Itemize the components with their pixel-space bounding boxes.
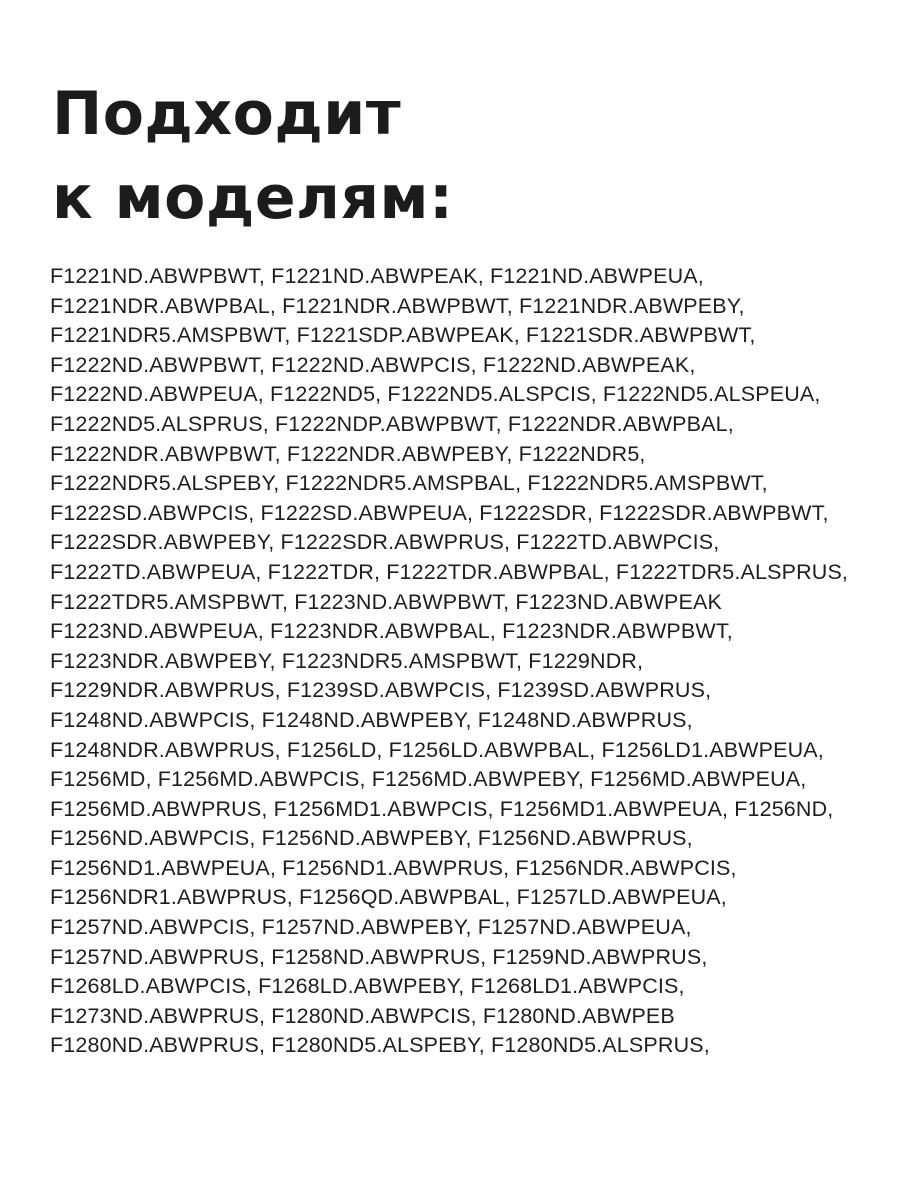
title-line-1: Подходит: [52, 79, 402, 149]
compatible-models-list: [50, 262, 890, 1061]
model-line: F1229NDR.ABWPRUS, F1239SD.ABWPCIS, F1239SD.ABWPRUS,: [50, 678, 712, 703]
model-line: F1256MD, F1256MD.ABWPCIS, F1256MD.ABWPEBY, F1256MD.ABWPEUA,: [50, 767, 807, 792]
model-line: F1256ND.ABWPCIS, F1256ND.ABWPEBY, F1256ND.ABWPRUS,: [50, 826, 693, 851]
model-line: F1222NDR.ABWPBWT, F1222NDR.ABWPEBY, F1222NDR5,: [50, 441, 646, 466]
model-line: F1222TD.ABWPEUA, F1222TDR, F1222TDR.ABWPBAL, F1222TDR5.ALSPRUS,: [50, 559, 849, 584]
model-line: F1223NDR.ABWPEBY, F1223NDR5.AMSPBWT, F1229NDR,: [50, 648, 644, 673]
model-line: F1273ND.ABWPRUS, F1280ND.ABWPCIS, F1280ND.ABWPEB: [50, 1003, 675, 1028]
model-line: F1256ND1.ABWPEUA, F1256ND1.ABWPRUS, F1256NDR.ABWPCIS,: [50, 855, 737, 880]
model-line: F1222ND5.ALSPRUS, F1222NDP.ABWPBWT, F1222NDR.ABWPBAL,: [50, 411, 734, 436]
page-title: [52, 72, 454, 240]
model-line: F1268LD.ABWPCIS, F1268LD.ABWPEBY, F1268LD1.ABWPCIS,: [50, 974, 685, 999]
model-line: F1256NDR1.ABWPRUS, F1256QD.ABWPBAL, F1257LD.ABWPEUA,: [50, 885, 727, 910]
model-line: F1280ND.ABWPRUS, F1280ND5.ALSPEBY, F1280ND5.ALSPRUS,: [50, 1033, 710, 1058]
model-line: F1222ND.ABWPBWT, F1222ND.ABWPCIS, F1222ND.ABWPEAK,: [50, 352, 696, 377]
model-line: F1223ND.ABWPEUA, F1223NDR.ABWPBAL, F1223NDR.ABWPBWT,: [50, 619, 733, 644]
model-line: F1221NDR5.AMSPBWT, F1221SDP.ABWPEAK, F1221SDR.ABWPBWT,: [50, 323, 756, 348]
model-line: F1256MD.ABWPRUS, F1256MD1.ABWPCIS, F1256MD1.ABWPEUA, F1256ND,: [50, 796, 834, 821]
title-line-2: к моделям:: [52, 163, 454, 233]
model-line: F1221NDR.ABWPBAL, F1221NDR.ABWPBWT, F1221NDR.ABWPEBY,: [50, 293, 745, 318]
model-line: F1221ND.ABWPBWT, F1221ND.ABWPEAK, F1221ND.ABWPEUA,: [50, 264, 704, 288]
model-line: F1248NDR.ABWPRUS, F1256LD, F1256LD.ABWPBAL, F1256LD1.ABWPEUA,: [50, 737, 824, 762]
model-line: F1222TDR5.AMSPBWT, F1223ND.ABWPBWT, F1223ND.ABWPEAK: [50, 589, 722, 614]
model-line: F1222SDR.ABWPEBY, F1222SDR.ABWPRUS, F1222TD.ABWPCIS,: [50, 530, 720, 555]
model-line: F1257ND.ABWPCIS, F1257ND.ABWPEBY, F1257ND.ABWPEUA,: [50, 915, 692, 940]
model-line: F1257ND.ABWPRUS, F1258ND.ABWPRUS, F1259ND.ABWPRUS,: [50, 944, 708, 969]
model-line: F1222ND.ABWPEUA, F1222ND5, F1222ND5.ALSPCIS, F1222ND5.ALSPEUA,: [50, 382, 821, 407]
model-line: F1248ND.ABWPCIS, F1248ND.ABWPEBY, F1248ND.ABWPRUS,: [50, 707, 693, 732]
model-line: F1222SD.ABWPCIS, F1222SD.ABWPEUA, F1222SDR, F1222SDR.ABWPBWT,: [50, 500, 829, 525]
model-line: F1222NDR5.ALSPEBY, F1222NDR5.AMSPBAL, F1222NDR5.AMSPBWT,: [50, 471, 768, 496]
